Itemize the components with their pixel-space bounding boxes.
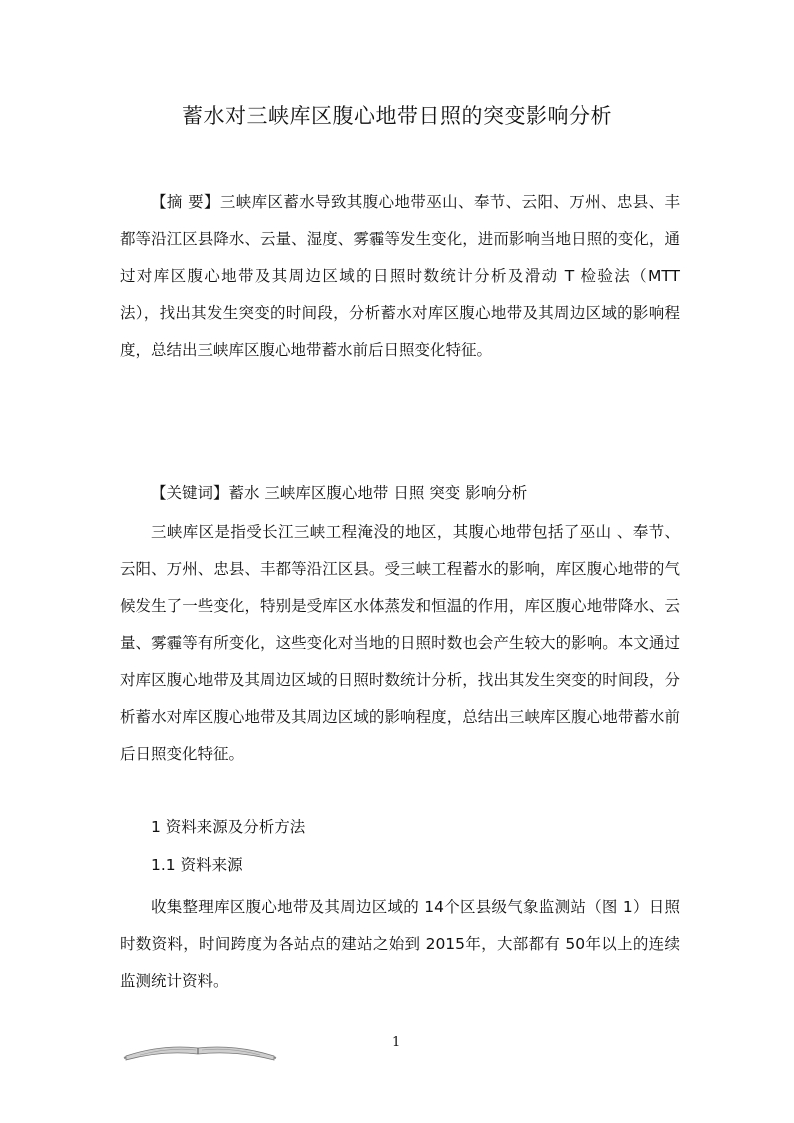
abstract-paragraph: 【摘 要】三峡库区蓄水导致其腹心地带巫山、奉节、云阳、万州、忠县、丰都等沿江区县降水、云量、湿度、雾霾等发生变化，进而影响当地日照的变化，通过对库区腹心地带及其周边区域的日照时数统计分析及滑动 T 检验法（MTT 法），找出其发生突变的时间段，分析蓄水对库区腹心地带及其周边区域的影响程度，总结出三峡库区腹心地带蓄水前后日照变化特征。: [120, 193, 680, 359]
document-title: 蓄水对三峡库区腹心地带日照的突变影响分析: [182, 104, 612, 128]
book-logo-icon: [120, 1036, 280, 1062]
section-heading-1-1: 1.1 资料来源: [151, 856, 243, 874]
section-heading-1: 1 资料来源及分析方法: [151, 818, 306, 836]
data-source-paragraph: 收集整理库区腹心地带及其周边区域的 14个区县级气象监测站（图 1）日照时数资料，时间跨度为各站点的建站之始到 2015年，大部都有 50年以上的连续监测统计资料。: [120, 898, 680, 990]
keywords-line: 【关键词】蓄水 三峡库区腹心地带 日照 突变 影响分析: [151, 484, 528, 502]
page-number: 1: [392, 1035, 401, 1050]
intro-paragraph: 三峡库区是指受长江三峡工程淹没的地区，其腹心地带包括了巫山 、奉节、云阳、万州、忠县、丰都等沿江区县。受三峡工程蓄水的影响，库区腹心地带的气候发生了一些变化，特别是受库区水体蒸发和恒温的作用，库区腹心地带降水、云量、雾霾等有所变化，这些变化对当地的日照时数也会产生较大的影响。本文通过对库区腹心地带及其周边区域的日照时数统计分析，找出其发生突变的时间段，分析蓄水对库区腹心地带及其周边区域的影响程度，总结出三峡库区腹心地带蓄水前后日照变化特征。: [120, 523, 680, 763]
